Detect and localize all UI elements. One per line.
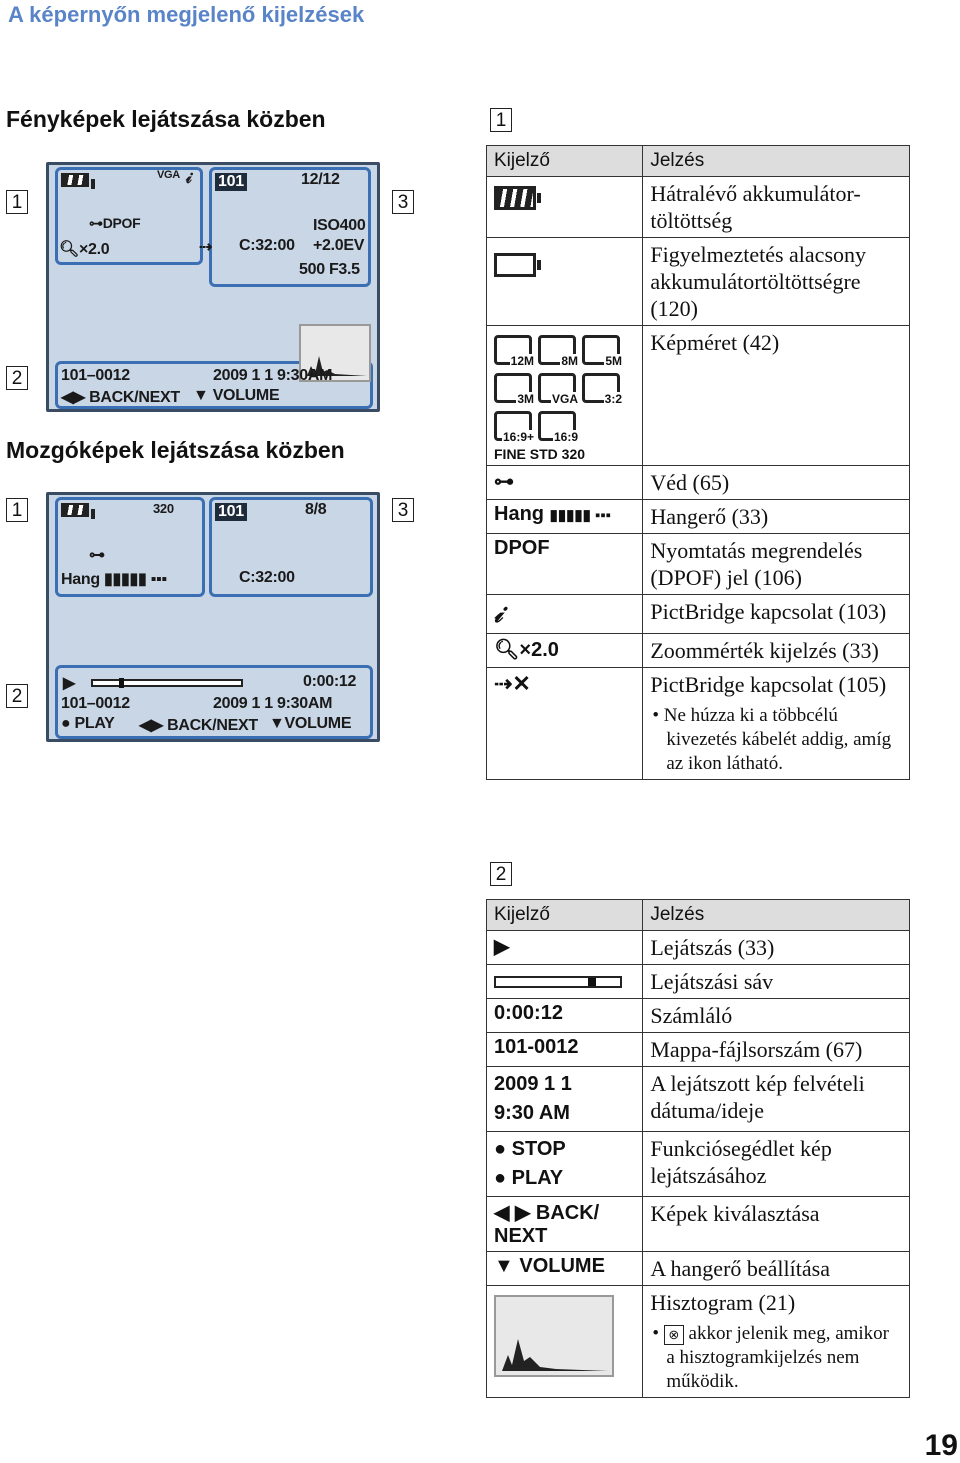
head-meaning: Jelzés <box>643 900 910 931</box>
protect-dpof: ⊶DPOF <box>89 215 141 231</box>
stop-guide: ● STOP <box>494 1138 566 1160</box>
size-12m-icon: 12M <box>494 335 532 365</box>
page-number: 19 <box>924 1429 958 1462</box>
head-indicator: Kijelző <box>487 146 643 177</box>
row-meaning: Figyelmeztetés alacsony akkumulátortöltöttségre (120) <box>643 238 910 326</box>
table-row <box>487 1286 910 1398</box>
volume-guide: ▼ VOLUME <box>193 387 280 404</box>
row-meaning: Lejátszási sáv <box>643 965 910 999</box>
table-row <box>487 1132 910 1197</box>
no-histogram-icon: ⊗ <box>664 1325 684 1345</box>
movie-size: 320 <box>153 501 174 516</box>
image-size-vga: VGA <box>157 169 180 181</box>
ev-value: +2.0EV <box>313 237 365 254</box>
image-counter: 8/8 <box>305 501 327 518</box>
play-icon: ▶ <box>63 675 76 692</box>
table-2-label: 2 <box>490 862 512 886</box>
table-row <box>487 177 910 238</box>
row-meaning: Funkciósegédlet kép lejátszásához <box>643 1132 910 1197</box>
image-counter: 12/12 <box>301 171 340 188</box>
table-row <box>487 238 910 326</box>
battery-icon <box>61 173 89 187</box>
play-guide: ● PLAY <box>61 715 115 732</box>
pictbridge-icon: 𝒾 <box>494 598 503 628</box>
row-meaning: Képméret (42) <box>643 326 910 466</box>
movie-size-icons <box>494 446 635 462</box>
row-meaning: PictBridge kapcsolat (105) <box>650 672 887 697</box>
table-row <box>487 466 910 500</box>
page-header: A képernyőn megjelenő kijelzések <box>8 2 365 27</box>
row-meaning: Zoommérték kijelzés (33) <box>643 634 910 668</box>
shutter-aperture: 500 F3.5 <box>299 261 360 278</box>
file-number: 101–0012 <box>61 695 130 712</box>
movie-320: 320 <box>561 446 586 462</box>
playback-bar-icon <box>494 976 622 988</box>
row-meaning: Hangerő (33) <box>643 500 910 534</box>
dpof-icon: DPOF <box>494 537 550 559</box>
zoom-indicator: 🔍︎×2.0 <box>59 241 110 258</box>
table-row <box>487 931 910 965</box>
row-meaning: Nyomtatás megrendelés (DPOF) jel (106) <box>643 534 910 595</box>
row-note: • ⊗ akkor jelenik meg, amikor a hisztogramkijelzés nem működik. <box>652 1323 890 1392</box>
row-meaning: Hátralévő akkumulátor-töltöttség <box>643 177 910 238</box>
volume-bar-icon: ▮▮▮▮▮ ▪▪▪ <box>549 507 611 524</box>
table-row <box>487 500 910 534</box>
table-row <box>487 534 910 595</box>
row-meaning: A lejátszott kép felvételi dátuma/ideje <box>643 1067 910 1132</box>
callout-3: 3 <box>392 190 414 214</box>
down-arrow-icon: ▼ <box>494 1255 514 1277</box>
row-meaning: Véd (65) <box>643 466 910 500</box>
next-guide: NEXT <box>494 1225 548 1247</box>
table-row <box>487 965 910 999</box>
zoom-value: ×2.0 <box>519 639 559 661</box>
low-battery-icon <box>494 253 536 277</box>
table-2-head <box>487 900 910 931</box>
table-row <box>487 1252 910 1286</box>
battery-icon <box>494 186 536 210</box>
storage-remaining: C:32:00 <box>239 569 295 586</box>
row-meaning: Lejátszás (33) <box>643 931 910 965</box>
size-vga-icon: VGA <box>538 373 576 403</box>
playback-bar <box>91 679 243 687</box>
pictbridge-connecting-icon: ⇢✕ <box>494 671 531 696</box>
date-indicator: 2009 1 1 <box>494 1073 572 1095</box>
callout-1-movie: 1 <box>6 498 28 522</box>
back-next-guide: ◀▶ BACK/NEXT <box>139 717 258 734</box>
table-row <box>487 634 910 668</box>
size-16-9-icon: 16:9 <box>538 411 576 441</box>
storage-remaining: C:32:00 <box>239 237 295 254</box>
volume-guide: VOLUME <box>519 1255 605 1277</box>
size-5m-icon: 5M <box>582 335 620 365</box>
section-title-photos: Fényképek lejátszása közben <box>6 106 326 132</box>
table-row <box>487 999 910 1033</box>
row-meaning: PictBridge kapcsolat (103) <box>643 595 910 634</box>
callout-3-movie: 3 <box>392 498 414 522</box>
file-number-indicator: 101-0012 <box>487 1033 643 1067</box>
table-1-label: 1 <box>490 108 512 132</box>
movie-playback-screen <box>46 492 380 742</box>
protect-icon: ⊶ <box>89 547 105 564</box>
table-row <box>487 326 910 466</box>
row-meaning: Képek kiválasztása <box>643 1197 910 1252</box>
battery-icon <box>61 503 89 517</box>
head-meaning: Jelzés <box>643 146 910 177</box>
counter-indicator: 0:00:12 <box>487 999 643 1033</box>
pictbridge-connect-icon: ⇢ <box>199 239 213 256</box>
callout-2: 2 <box>6 366 28 390</box>
folder-label: 101 <box>215 503 247 521</box>
size-3-2-icon: 3:2 <box>582 373 620 403</box>
playback-bar-thumb <box>119 678 124 688</box>
table-row <box>487 1033 910 1067</box>
protect-key-icon: ⊶ <box>494 471 514 493</box>
file-number: 101–0012 <box>61 367 130 384</box>
section-title-movies: Mozgóképek lejátszása közben <box>6 437 345 463</box>
table-row <box>487 1197 910 1252</box>
row-meaning: Mappa-fájlsorszám (67) <box>643 1033 910 1067</box>
movie-std: STD <box>529 446 558 462</box>
back-next-guide: ◀▶ BACK/NEXT <box>61 389 180 406</box>
histogram-graph <box>496 1297 612 1375</box>
play-guide: ● PLAY <box>494 1167 564 1189</box>
size-3m-icon: 3M <box>494 373 532 403</box>
playback-bar-thumb <box>588 978 596 986</box>
row-meaning: Számláló <box>643 999 910 1033</box>
back-guide: ◀ ▶ BACK/ <box>494 1202 600 1224</box>
volume-indicator: Hang ▮▮▮▮▮ ▪▪▪ <box>61 571 167 588</box>
row-note: • Ne húzza ki a többcélú kivezetés kábelét addig, amíg az ikon látható. <box>652 705 892 774</box>
pictbridge-icon: 𝒾 <box>186 167 192 187</box>
play-icon: ▶ <box>494 936 510 958</box>
table-1-head <box>487 146 910 177</box>
playback-datetime: 2009 1 1 9:30AM <box>213 367 333 384</box>
folder-label: 101 <box>215 173 247 191</box>
iso-value: ISO400 <box>313 217 366 234</box>
time-indicator: 9:30 AM <box>494 1102 570 1124</box>
table-1 <box>486 145 910 780</box>
row-meaning: Hisztogram (21) <box>650 1290 796 1315</box>
volume-guide: ▼VOLUME <box>269 715 352 732</box>
playback-counter: 0:00:12 <box>303 673 357 690</box>
playback-datetime: 2009 1 1 9:30AM <box>213 695 333 712</box>
table-row <box>487 668 910 780</box>
zoom-icon: 🔍︎ <box>494 639 520 661</box>
head-indicator: Kijelző <box>487 900 643 931</box>
callout-2-movie: 2 <box>6 684 28 708</box>
image-size-icons <box>494 335 635 368</box>
histogram-icon <box>494 1295 614 1377</box>
table-row <box>487 595 910 634</box>
movie-fine: FINE <box>494 446 526 462</box>
size-16-9plus-icon: 16:9+ <box>494 411 532 441</box>
callout-1: 1 <box>6 190 28 214</box>
table-row <box>487 1067 910 1132</box>
row-meaning: A hangerő beállítása <box>643 1252 910 1286</box>
table-2 <box>486 899 910 1398</box>
volume-label: Hang <box>494 503 544 525</box>
photo-playback-screen <box>46 162 380 412</box>
size-8m-icon: 8M <box>538 335 576 365</box>
